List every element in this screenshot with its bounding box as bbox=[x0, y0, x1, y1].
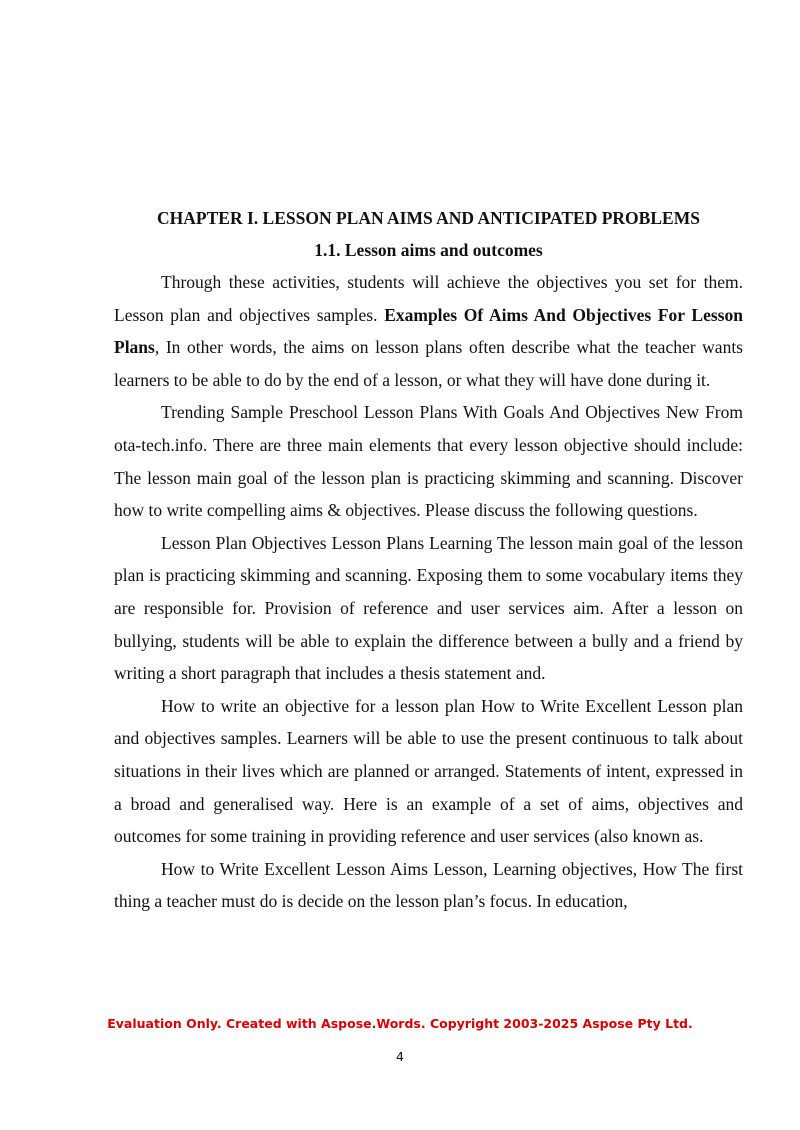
paragraph-1-bold-phrase: Examples Of Aims And Objectives For Lesson Plans bbox=[114, 304, 743, 358]
paragraph-1-intro: Through these activities, students will achieve the objectives you set for them. Lesson plan and objectives samples. bbox=[114, 272, 743, 325]
paragraph-2: Trending Sample Preschool Lesson Plans With Goals And Objectives New From ota-tech.info. There are three main elements that every lesson objective should include: The lesson main goal of the lesson plan is practicing skimming and scanning. Discover how to write compelling aims & objectives. Please discuss the following questions. bbox=[114, 402, 743, 521]
chapter-title: CHAPTER I. LESSON PLAN AIMS AND ANTICIPATED PROBLEMS bbox=[157, 208, 700, 228]
evaluation-watermark: Evaluation Only. Created with Aspose.Words. Copyright 2003-2025 Aspose Pty Ltd. bbox=[107, 1016, 693, 1031]
paragraph-3: Lesson Plan Objectives Lesson Plans Learning The lesson main goal of the lesson plan is practicing skimming and scanning. Exposing them to some vocabulary items they are responsible for. Provision of reference and user services aim. After a lesson on bullying, students will be able to explain the difference between a bully and a friend by writing a short paragraph that includes a thesis statement and. bbox=[114, 532, 743, 684]
paragraph-4: How to write an objective for a lesson plan How to Write Excellent Lesson plan and objectives samples. Learners will be able to use the present continuous to talk about situations in their lives which are planned or arranged. Statements of intent, expressed in a broad and generalised way. Here is an example of a set of aims, objectives and outcomes for some training in providing reference and user services (also known as. bbox=[114, 695, 743, 847]
section-title: 1.1. Lesson aims and outcomes bbox=[314, 240, 543, 260]
paragraph-5: How to Write Excellent Lesson Aims Lesson, Learning objectives, How The first thing a teacher must do is decide on the lesson plan’s focus. In education, bbox=[114, 858, 743, 912]
page-number: 4 bbox=[396, 1049, 404, 1064]
paragraph-1 bbox=[114, 266, 743, 396]
paragraph-1-rest: , In other words, the aims on lesson plans often describe what the teacher wants learners to be able to do by the end of a lesson, or what they will have done during it. bbox=[114, 337, 743, 390]
page-body bbox=[114, 203, 743, 918]
